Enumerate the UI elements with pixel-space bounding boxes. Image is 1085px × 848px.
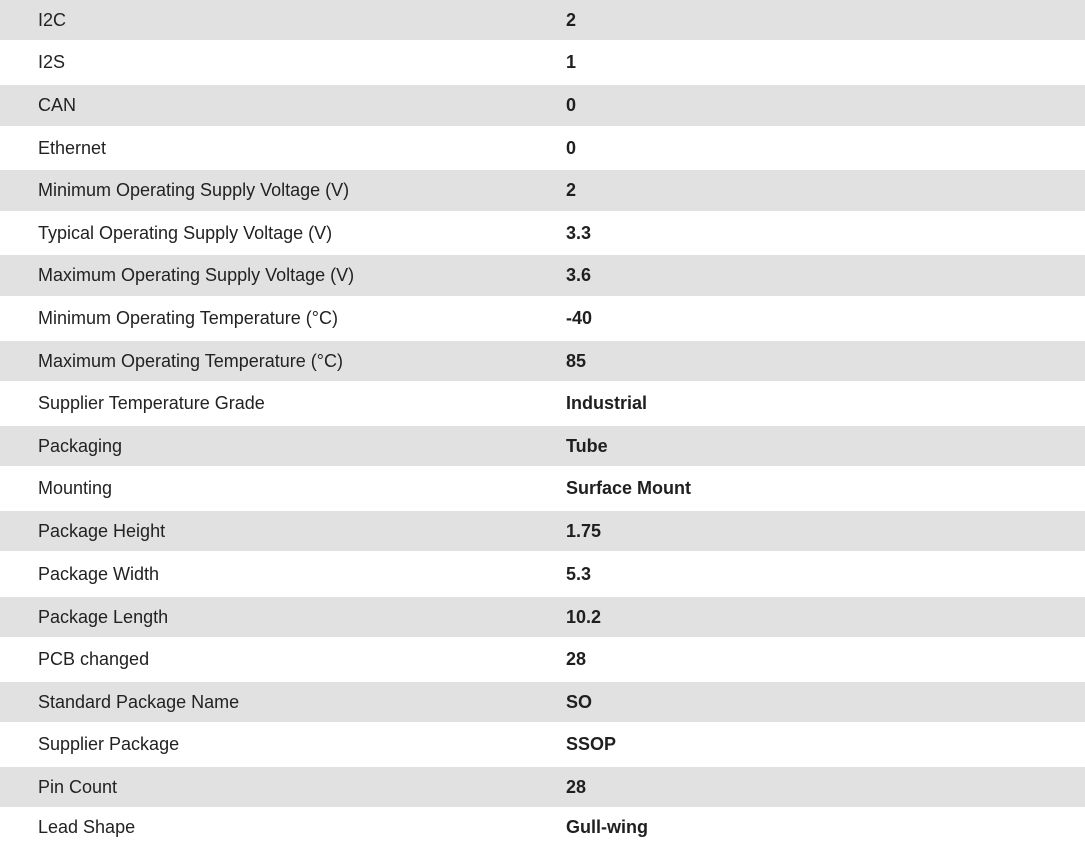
spec-label: Lead Shape [38, 817, 136, 837]
spec-value: 28 [566, 776, 587, 797]
spec-row-ethernet [0, 126, 1085, 170]
spec-row-temperature-grade [0, 381, 1085, 426]
spec-value: 10.2 [566, 606, 602, 627]
spec-value: 3.3 [566, 222, 592, 243]
spec-row-max-supply-voltage [0, 255, 1085, 296]
spec-value: 0 [566, 137, 577, 158]
spec-label: Package Height [38, 520, 166, 541]
spec-label: Package Length [38, 606, 169, 627]
spec-value: 0 [566, 95, 577, 115]
spec-value: Industrial [566, 393, 648, 413]
spec-row-supplier-package [0, 722, 1085, 767]
spec-label: I2S [38, 52, 66, 72]
spec-row-min-temperature [0, 296, 1085, 341]
spec-row-pcb-changed [0, 637, 1085, 682]
spec-row-package-width [0, 551, 1085, 597]
spec-value: SO [566, 691, 593, 712]
spec-value: 3.6 [566, 265, 592, 285]
spec-row-max-temperature [0, 341, 1085, 381]
spec-label: Package Width [38, 563, 160, 584]
spec-label: I2C [38, 9, 67, 30]
spec-label: Supplier Package [38, 734, 180, 754]
spec-row-package-height [0, 511, 1085, 551]
spec-label: Ethernet [38, 137, 107, 158]
spec-value: Surface Mount [566, 478, 692, 498]
spec-label: Minimum Operating Temperature (°C) [38, 308, 338, 328]
spec-value: 1 [566, 52, 577, 72]
spec-label: Packaging [38, 435, 123, 456]
spec-label: Standard Package Name [38, 691, 240, 712]
spec-value: Tube [566, 435, 608, 456]
spec-label: Pin Count [38, 776, 118, 797]
spec-value: 1.75 [566, 520, 602, 541]
spec-row-lead-shape [0, 807, 1085, 848]
spec-row-standard-package-name [0, 682, 1085, 722]
spec-label: Maximum Operating Temperature (°C) [38, 350, 343, 371]
spec-label: Mounting [38, 478, 113, 498]
spec-row-mounting [0, 466, 1085, 511]
spec-label: Typical Operating Supply Voltage (V) [38, 222, 333, 243]
spec-label: Supplier Temperature Grade [38, 393, 265, 413]
spec-row-packaging [0, 426, 1085, 466]
spec-value: Gull-wing [566, 817, 648, 837]
spec-row-i2s [0, 40, 1085, 85]
spec-row-typ-supply-voltage [0, 211, 1085, 255]
spec-value: 2 [566, 9, 577, 30]
spec-label: Maximum Operating Supply Voltage (V) [38, 265, 355, 285]
spec-row-package-length [0, 597, 1085, 637]
spec-label: CAN [38, 95, 77, 115]
spec-value: 2 [566, 180, 577, 200]
spec-value: 85 [566, 350, 587, 371]
spec-row-min-supply-voltage [0, 170, 1085, 211]
spec-row-pin-count [0, 767, 1085, 807]
spec-value: SSOP [566, 734, 617, 754]
spec-label: Minimum Operating Supply Voltage (V) [38, 180, 350, 200]
spec-value: 5.3 [566, 563, 592, 584]
spec-value: 28 [566, 649, 587, 669]
spec-label: PCB changed [38, 649, 150, 669]
spec-row-i2c [0, 0, 1085, 40]
spec-row-can [0, 85, 1085, 126]
spec-value: -40 [566, 308, 593, 328]
